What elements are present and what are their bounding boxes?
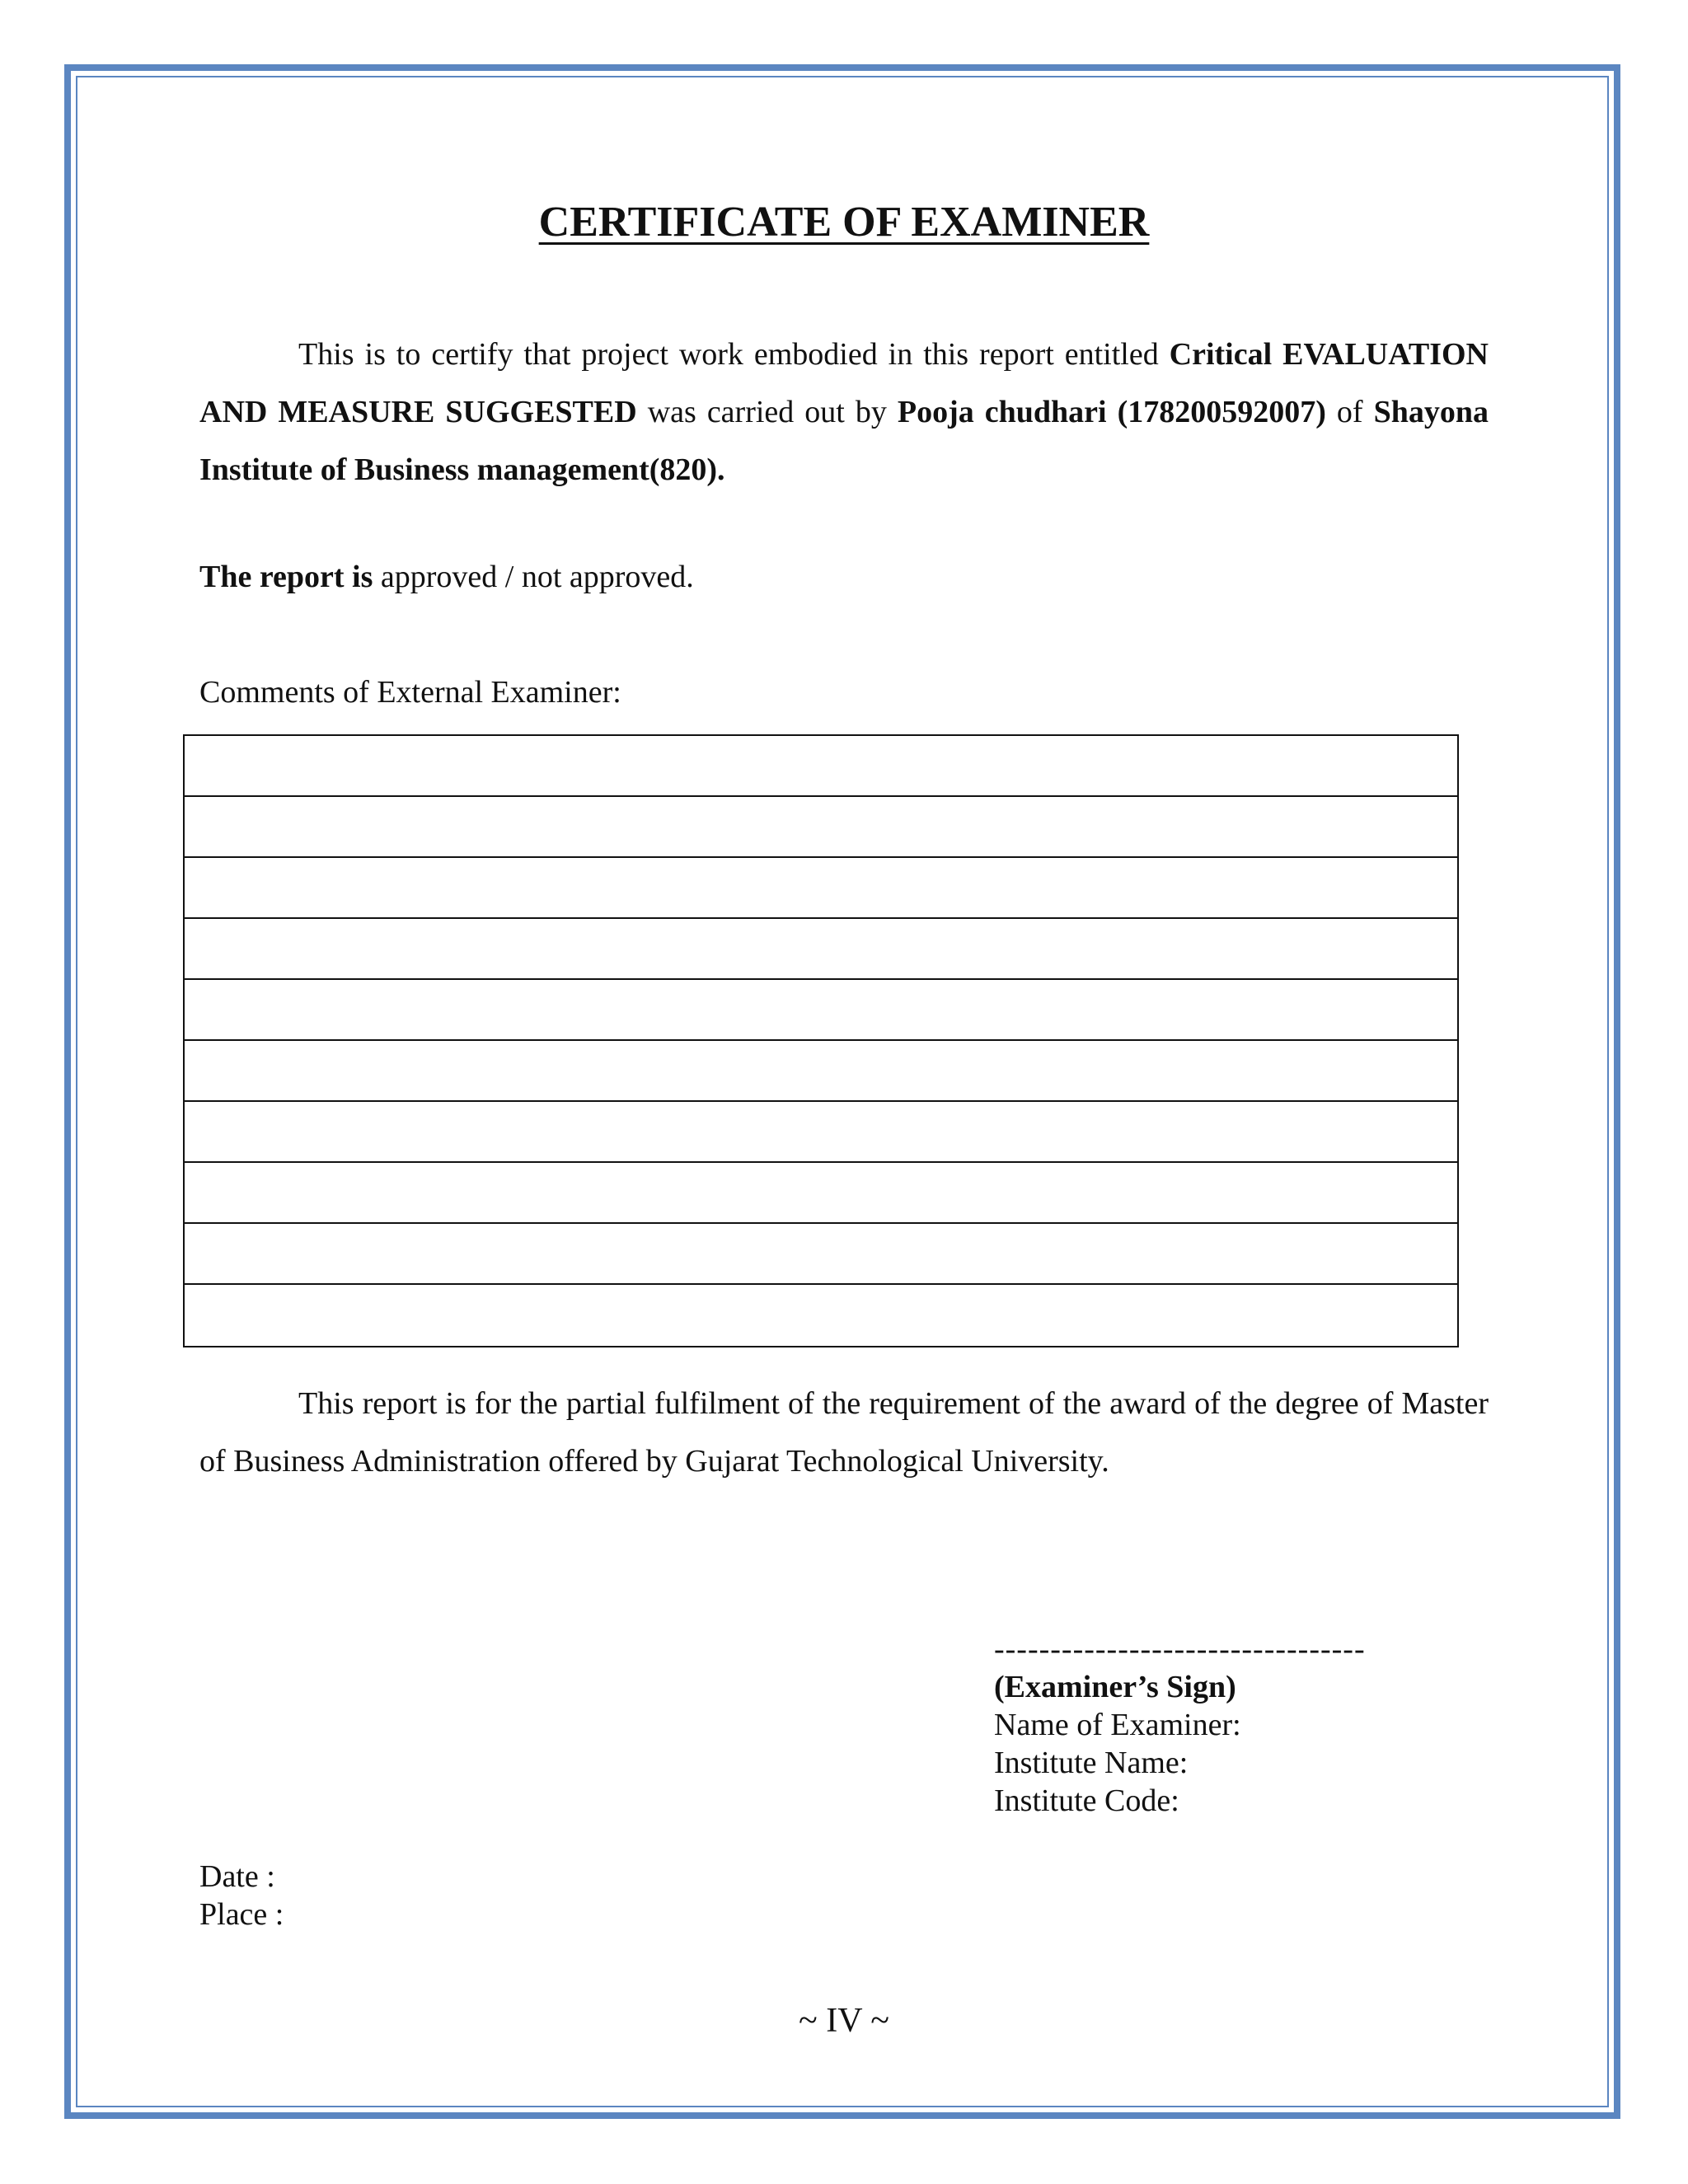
signature-block xyxy=(994,1630,1366,1820)
comment-row[interactable] xyxy=(185,736,1457,797)
intro-text-3: of xyxy=(1325,395,1374,429)
student-name: Pooja chudhari (178200592007) xyxy=(897,395,1326,429)
comment-row[interactable] xyxy=(185,1285,1457,1346)
approval-line xyxy=(199,559,694,595)
comment-row[interactable] xyxy=(185,919,1457,980)
comment-row[interactable] xyxy=(185,980,1457,1041)
comments-label: Comments of External Examiner: xyxy=(199,675,621,710)
intro-text-2: was carried out by xyxy=(636,395,898,429)
comment-row[interactable] xyxy=(185,1102,1457,1163)
certificate-title: CERTIFICATE OF EXAMINER xyxy=(538,199,1150,246)
approval-label: The report is xyxy=(199,560,373,594)
certification-paragraph xyxy=(199,326,1489,499)
intro-text-1: This is to certify that project work embodied in this report entitled xyxy=(298,337,1170,372)
comment-row[interactable] xyxy=(185,1224,1457,1285)
comments-table xyxy=(183,734,1459,1347)
report-title: Critical EVALUATION AND MEASURE SUGGESTED xyxy=(199,337,1489,429)
examiner-sign-label xyxy=(994,1668,1366,1706)
institute-name-label: Institute Name: xyxy=(994,1746,1189,1780)
page-number: ~ IV ~ xyxy=(798,2002,889,2040)
date-label: Date : xyxy=(199,1859,275,1894)
comment-row[interactable] xyxy=(185,797,1457,858)
examiner-name-label: Name of Examiner: xyxy=(994,1708,1241,1742)
examiner-sign-text: (Examiner’s Sign) xyxy=(994,1670,1236,1704)
institute-name: Shayona Institute of Business management(820). xyxy=(199,395,1489,487)
approval-options: approved / not approved. xyxy=(373,560,694,594)
comment-row[interactable] xyxy=(185,1163,1457,1224)
place-label: Place : xyxy=(199,1897,284,1932)
institute-code-label: Institute Code: xyxy=(994,1783,1179,1818)
date-place-block xyxy=(199,1858,284,1933)
signature-line: --------------------------------- xyxy=(994,1632,1366,1666)
comment-row[interactable] xyxy=(185,858,1457,919)
fulfilment-paragraph: This report is for the partial fulfilment of the requirement of the award of the degree of Master of Business Administration offered by Gujarat Technological University. xyxy=(199,1386,1489,1479)
comment-row[interactable] xyxy=(185,1041,1457,1102)
